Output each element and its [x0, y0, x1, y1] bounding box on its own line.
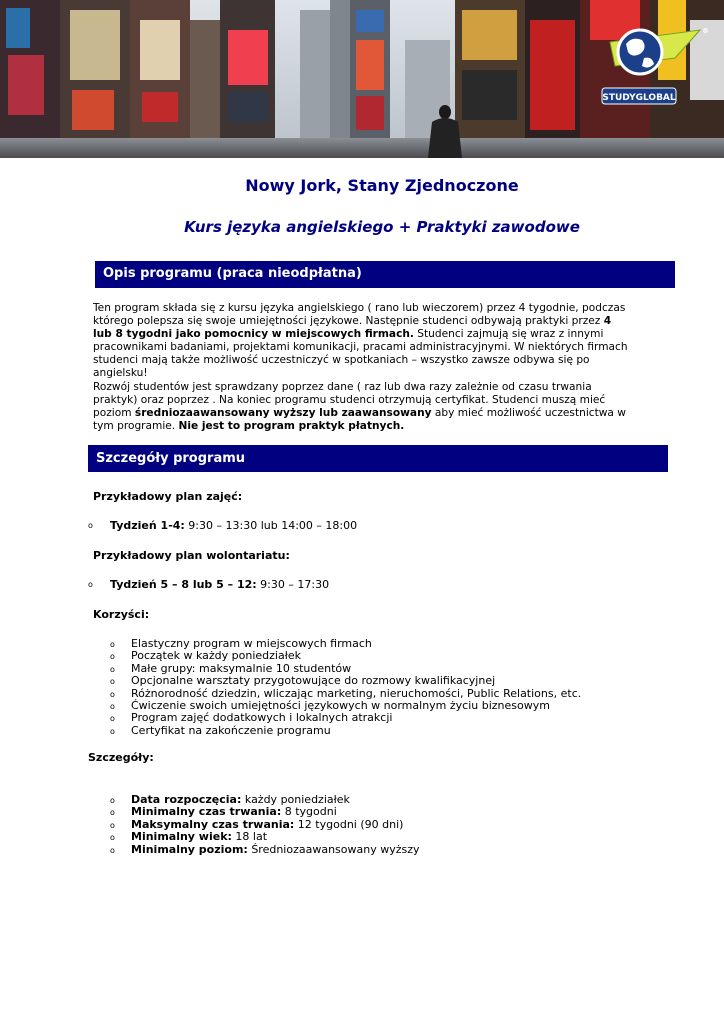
volunteer-item-label: Tydzień 5 – 8 lub 5 – 12: [110, 578, 257, 591]
detail-value: 18 lat [231, 830, 268, 844]
list-item-text: Małe grupy: maksymalnie 10 studentów [131, 661, 352, 675]
bullet-icon: o [110, 652, 115, 662]
list-item-text: Elastyczny program w miejscowych firmach [131, 637, 372, 650]
detail-value: każdy poniedziałek [241, 793, 350, 806]
plan-item-value: 9:30 – 13:30 lub 14:00 – 18:00 [184, 519, 358, 532]
svg-text:STUDYGLOBAL: STUDYGLOBAL [602, 93, 676, 103]
detail-value: Średniozaawansowany wyższy [247, 842, 420, 856]
detail-label: Minimalny wiek: [131, 830, 232, 844]
desc-text: Rozwój studentów jest sprawdzany poprzez dane ( raz lub dwa razy zależnie od czasu trwania praktyk) oraz poprzez . Na koniec programu studenci otrzymują certyfikat. Studenci muszą mieć poziom [93, 380, 606, 419]
benefits-label: Korzyści: [93, 608, 150, 621]
bullet-icon: o [110, 640, 115, 649]
list-item [110, 842, 420, 856]
plan-label: Przykładowy plan zajęć: [93, 490, 243, 503]
list-item-text: Program zajęć dodatkowych i lokalnych atrakcji [131, 711, 393, 725]
detail-value: 12 tygodni (90 dni) [294, 817, 404, 831]
bullet-icon: o [110, 845, 115, 855]
volunteer-label: Przykładowy plan wolontariatu: [93, 549, 290, 562]
section-heading-details: Szczegóły programu [88, 445, 668, 472]
program-description [93, 302, 633, 433]
times-square-image [0, 0, 724, 158]
header-banner-photo [0, 0, 724, 158]
bullet-icon: o [110, 820, 115, 830]
desc-bold: Nie jest to program praktyk płatnych. [178, 419, 405, 432]
detail-label: Minimalny czas trwania: [131, 805, 282, 819]
bullet-icon: o [110, 701, 115, 711]
details-label: Szczegóły: [88, 751, 154, 764]
detail-label: Minimalny poziom: [131, 842, 248, 856]
details-list [110, 793, 420, 856]
bullet-icon: o [88, 521, 93, 530]
desc-bold: 4 lub 8 tygodni jako pomocnicy w miejscowych firmach. [93, 315, 612, 341]
desc-bold: średniozaawansowany wyższy lub zaawansowany [134, 406, 432, 419]
desc-text: Studenci zajmują się wraz z innymi pracownikami badaniami, projektami komunikacji, pracami administracyjnymi. W niektórych firmach studenci mają także możliwość uczestniczyć w spotkaniach – wszystko zawsze odbywa się po angielsku! [93, 328, 628, 380]
svg-text:®: ® [702, 27, 709, 35]
list-item-text: Certyfikat na zakończenie programu [131, 723, 331, 737]
bullet-icon: o [110, 808, 115, 818]
detail-label: Maksymalny czas trwania: [131, 817, 295, 831]
section-heading-description: Opis programu (praca nieodpłatna) [95, 261, 675, 288]
list-item-text: Początek w każdy poniedziałek [131, 649, 301, 663]
list-item [110, 723, 581, 737]
detail-value: 8 tygodni [281, 805, 337, 819]
desc-text: Ten program składa się z kursu języka angielskiego ( rano lub wieczorem) przez 4 tygodnie, podczas którego polepsza się swoje umiejętności językowe. Następnie studenci odbywają praktyki przez [93, 302, 626, 328]
list-item-text: Różnorodność dziedzin, wliczając marketing, nieruchomości, Public Relations, etc. [131, 686, 582, 700]
bullet-icon: o [110, 833, 115, 843]
detail-label: Data rozpoczęcia: [131, 793, 242, 806]
page-title: Nowy Jork, Stany Zjednoczone [245, 176, 519, 195]
volunteer-item [88, 579, 329, 592]
bullet-icon: o [110, 714, 115, 724]
page-subtitle: Kurs języka angielskiego + Praktyki zawodowe [184, 218, 580, 236]
bullet-icon: o [110, 689, 115, 699]
volunteer-item-value: 9:30 – 17:30 [256, 578, 330, 591]
bullet-icon: o [110, 726, 115, 736]
bullet-icon: o [110, 677, 115, 687]
list-item-text: Opcjonalne warsztaty przygotowujące do rozmowy kwalifikacyjnej [131, 674, 496, 688]
plan-item [88, 520, 357, 533]
list-item-text: Ćwiczenie swoich umiejętności językowych w normalnym życiu biznesowym [131, 698, 550, 712]
bullet-icon: o [110, 664, 115, 674]
benefits-list [110, 637, 582, 737]
plan-item-label: Tydzień 1-4: [110, 519, 185, 532]
desc-text: aby mieć możliwość uczestnictwa w tym programie. [93, 406, 626, 432]
bullet-icon: o [88, 580, 93, 589]
bullet-icon: o [110, 796, 115, 805]
